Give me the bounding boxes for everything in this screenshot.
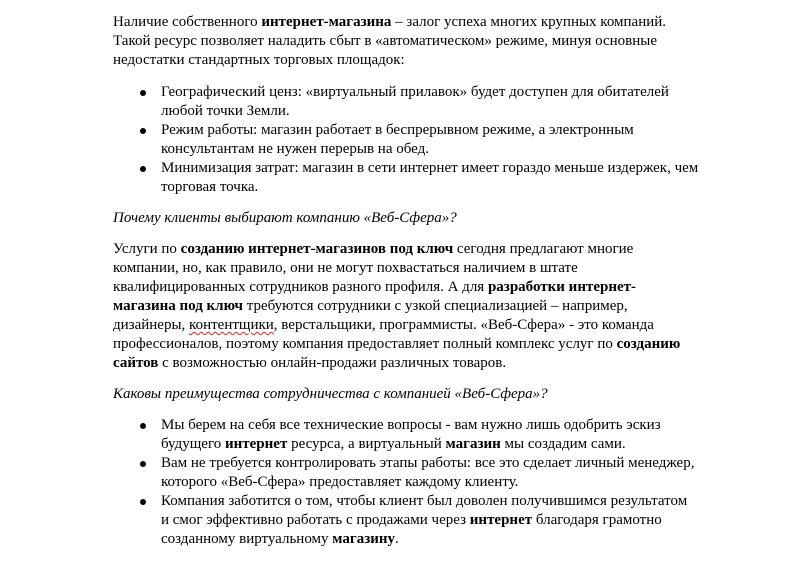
intro-line: Наличие собственного интернет-магазина – залог успеха многих крупных компаний. [113,14,667,30]
paragraph-line: Услуги по созданию интернет-магазинов под ключ сегодня предлагают многие [113,241,634,257]
list-item: торговая точка. [161,179,259,195]
list-item: Мы берем на себя все технические вопросы - вам нужно лишь одобрить эскиз [161,417,661,433]
paragraph-line: сайтов с возможностью онлайн-продажи различных товаров. [113,355,507,371]
list-item: Режим работы: магазин работает в беспрерывном режиме, а электронным [161,122,634,138]
list-item: Вам не требуется контролировать этапы работы: все это сделает личный менеджер, [161,455,695,471]
list-item: которого «Веб-Сфера» предоставляет каждому клиенту. [161,474,519,490]
heading-how-to-create [113,0,325,2]
paragraph-line: профессионалов, поэтому компания предоставляет полный комплекс услуг по созданию [113,336,681,352]
list-item: созданному виртуальному магазину. [161,531,399,547]
paragraph-line: квалифицированных сотрудников разного профиля. А для разработки интернет- [113,279,636,295]
heading-why-clients: Почему клиенты выбирают компанию «Веб-Сфера»? [113,210,457,226]
intro-line: недостатки стандартных торговых площадок: [113,52,405,68]
list-item: Географический ценз: «виртуальный прилавок» будет доступен для обитателей [161,84,669,100]
list-item: Компания заботится о том, чтобы клиент был доволен получившимся результатом [161,493,688,509]
bullet-icon [140,128,146,134]
list-item: будущего интернет ресурса, а виртуальный магазин мы создадим сами. [161,436,626,452]
bullet-icon [140,423,146,429]
bullet-icon [140,90,146,96]
bullet-icon [140,461,146,467]
list-item: и смог эффективно работать с продажами через интернет благодаря грамотно [161,512,662,528]
paragraph-line: компании, но, как правило, они не могут похвастаться наличием в штате [113,260,578,276]
list-item: консультантам не нужен перерыв на обед. [161,141,430,157]
paragraph-line: дизайнеры, контентщики, верстальщики, программисты. «Веб-Сфера» - это команда [113,317,654,333]
paragraph-line: магазина под ключ требуются сотрудники с узкой специализацией – например, [113,298,628,314]
intro-line: Такой ресурс позволяет наладить сбыт в «автоматическом» режиме, минуя основные [113,33,658,49]
list-item: Минимизация затрат: магазин в сети интернет имеет гораздо меньше издержек, чем [161,160,699,176]
spellcheck-word: контентщики [189,317,274,333]
list-item: любой точки Земли. [161,103,290,119]
bullet-icon [140,499,146,505]
heading-advantages: Каковы преимущества сотрудничества с компанией «Веб-Сфера»? [113,386,548,402]
bullet-icon [140,166,146,172]
